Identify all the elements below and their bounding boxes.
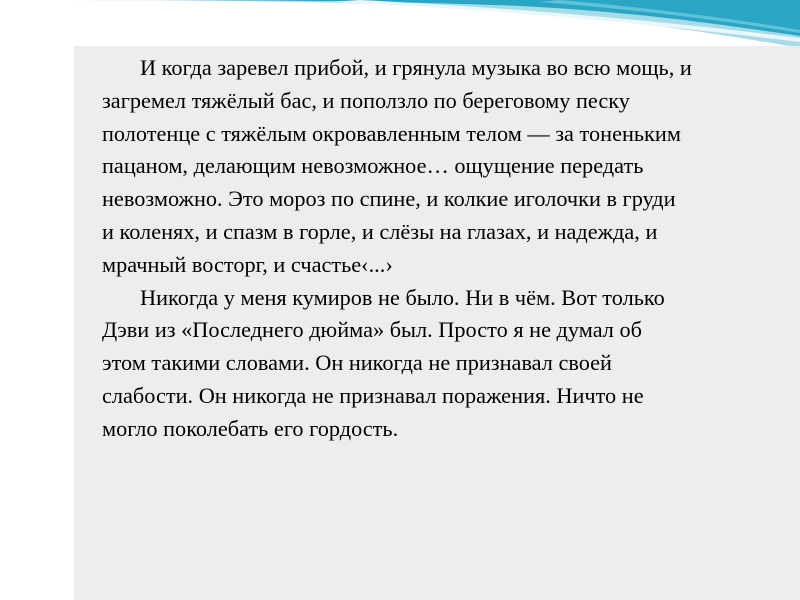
paragraph-line: Никогда у меня кумиров не было. Ни в чём. Вот только [140,284,665,310]
paragraph-2 [102,282,782,446]
paragraph-1 [102,52,782,282]
paragraph-line: и коленях, и спазм в горле, и слёзы на глазах, и надежда, и [102,218,658,244]
paragraph-line: полотенце с тяжёлым окровавленным телом — за тоненьким [102,120,681,146]
paragraph-line: Дэви из «Последнего дюйма» был. Просто я не думал об [102,317,643,343]
paragraph-line: невозможно. Это мороз по спине, и колкие иголочки в груди [102,186,676,212]
paragraph-line: загремел тяжёлый бас, и поползло по береговому песку [102,87,630,113]
paragraph-line: этом такими словами. Он никогда не признавал своей [102,350,612,376]
paragraph-line: И когда заревел прибой, и грянула музыка во всю мощь, и [140,55,692,80]
text-body [102,52,782,446]
paragraph-line: мрачный восторг, и счастье‹...› [102,251,393,277]
paragraph-line: могло поколебать его гордость. [102,415,399,441]
paragraph-line: слабости. Он никогда не признавал поражения. Ничто не [102,382,644,408]
paragraph-line: пацаном, делающим невозможное… ощущение передать [102,153,644,179]
